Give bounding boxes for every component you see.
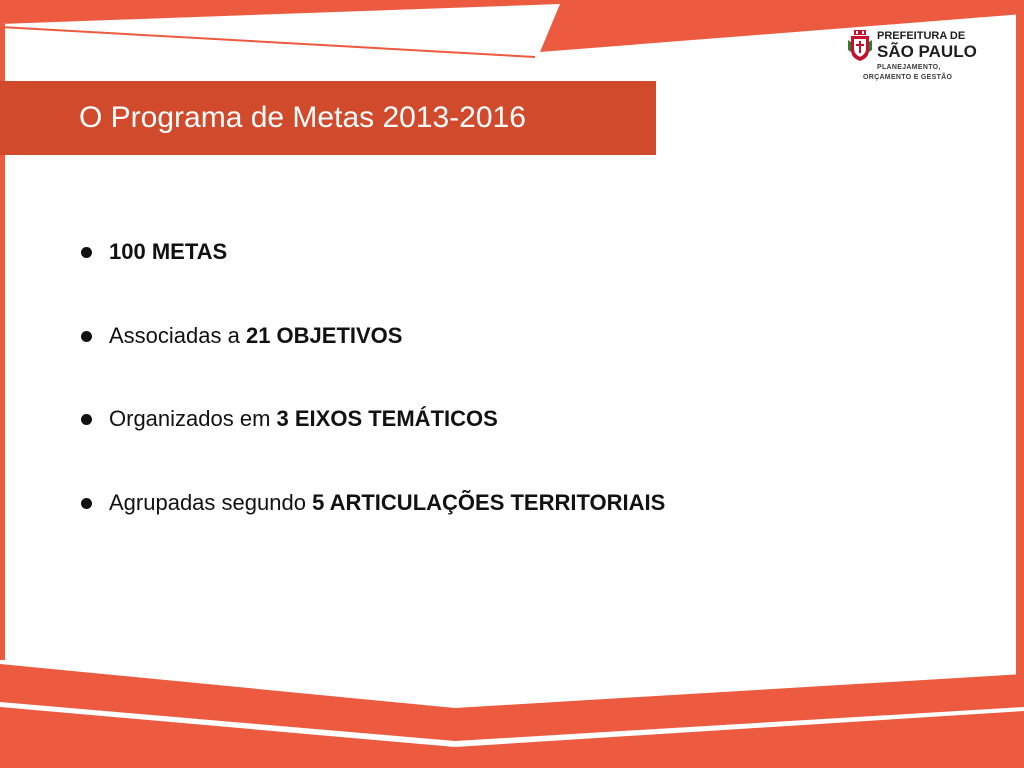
bullet-emphasis: 5 ARTICULAÇÕES TERRITORIAIS — [312, 489, 666, 515]
bullet-item — [78, 322, 958, 350]
bullet-emphasis: 21 OBJETIVOS — [245, 322, 403, 348]
bullet-list — [78, 238, 958, 572]
logo-line-orcamento: ORÇAMENTO E GESTÃO — [863, 74, 953, 81]
bullet-emphasis: 3 EIXOS TEMÁTICOS — [276, 406, 498, 431]
prefeitura-logo — [846, 26, 996, 88]
bullet-item — [78, 238, 958, 266]
top-swoosh-thin-line — [0, 27, 535, 57]
bullet-dot-icon — [81, 498, 92, 509]
bullet-dot-icon — [81, 247, 92, 258]
logo-line-sao-paulo: SÃO PAULO — [877, 42, 977, 61]
bullet-dot-icon — [81, 414, 92, 425]
bullet-emphasis: 100 METAS — [109, 239, 228, 264]
bullet-text: Organizados em — [109, 406, 277, 431]
bullet-item — [78, 489, 958, 517]
bullet-item — [78, 405, 958, 433]
city-crest-icon — [848, 30, 872, 62]
top-swoosh-left — [0, 4, 560, 24]
logo-line-planejamento: PLANEJAMENTO, — [877, 64, 941, 71]
top-band — [0, 0, 1024, 4]
page-title: O Programa de Metas 2013-2016 — [79, 101, 526, 134]
bullet-text: Agrupadas segundo — [109, 489, 313, 515]
bullet-text: Associadas a — [109, 322, 246, 348]
logo-line-prefeitura: PREFEITURA DE — [877, 30, 966, 42]
right-accent-bar — [1016, 14, 1024, 700]
bullet-dot-icon — [81, 331, 92, 342]
